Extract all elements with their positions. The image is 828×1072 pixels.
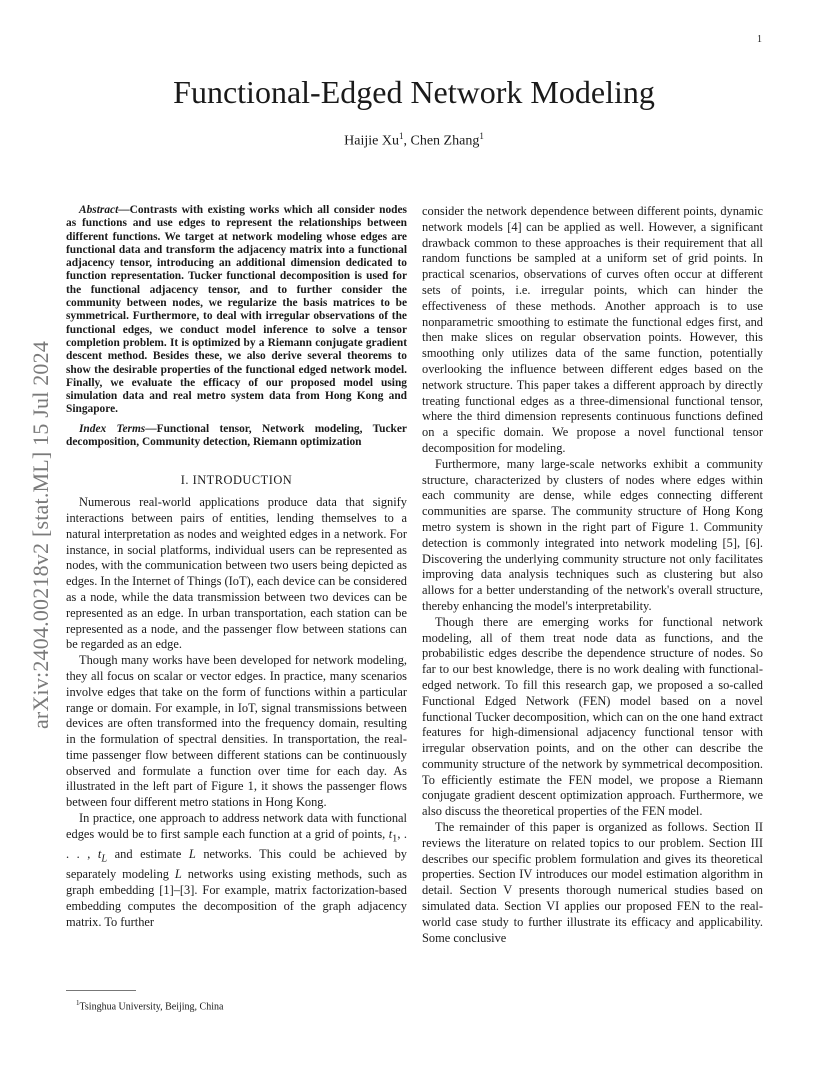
abstract [66,204,407,417]
footnote [76,999,223,1012]
author-affiliation-mark: 1 [479,131,484,141]
right-column [422,204,763,946]
body-paragraph: Numerous real-world applications produce data that signify interactions between pairs of entities, lending themselves to a natural interpretation as nodes and weighted edges in a network. For instance, in social platforms, individual users can be represented as nodes, with the communication between two users being depicted as edges. In the Internet of Things (IoT), each device can be considered as a node, while the data transmission between two devices can be represented as an edge. In urban transportation, each station can be represented as a node, and the passenger flow between stations can be regarded as an edge. [66,495,407,652]
math-symbol: t [388,826,393,841]
body-text: networks using existing methods, such as graph embedding [1]–[3]. For example, matrix factorization-based embedding computes the decomposition of the graph adjacency matrix. To further [66,867,407,929]
section-heading: I. INTRODUCTION [180,473,293,488]
footnote-mark: 1 [76,999,80,1007]
index-terms-label: Index Terms [79,422,146,435]
footnote-divider [66,990,136,991]
author-name: Haijie Xu [344,133,399,149]
paper-title: Functional-Edged Network Modeling [173,74,655,110]
index-terms [66,423,407,450]
math-symbol: t [97,847,102,862]
body-paragraph: The remainder of this paper is organized as follows. Section II reviews the literature on related topics to our problem. Section III describes our specific problem formulation and gives its theoretical properties. Section IV introduces our model estimation algorithm in detail. Section V presents thorough numerical studies based on simulated data. Section VI applies our proposed FEN to the real-world case study to further illustrate its efficacy and applicability. Some conclusive [422,820,763,945]
left-column [66,204,407,931]
index-terms-text: —Functional tensor, Network modeling, Tucker decomposition, Community detection, Riemann optimization [66,422,407,449]
author-name: Chen Zhang [410,133,480,149]
body-paragraph: consider the network dependence between different points, dynamic network models [4] can be applied as well. However, a significant drawback common to these approaches is their requirement that all random functions be sampled at a uniform set of grid points. In practical scenarios, observations of curves often occur at different sets of points, i.e. irregular points, which can hinder the effectiveness of these methods. Another approach is to use nonparametric smoothing to estimate the functional edges first, and then make slices on regular observation points. However, this smoothing only utilizes data of the same function, potentially overlooking the influence between different edges based on the network structure. This paper takes a different approach by directly treating functional edges as a three-dimensional functional tensor, where the third dimension represents continuous functions defined on a specific domain. We propose a novel functional tensor decomposition for modeling. [422,204,763,455]
body-text: , . . . , [66,826,408,862]
abstract-text: —Contrasts with existing works which all consider nodes as functions and use edges to represent the relationships between different functions. We target at network modeling whose edges are functional data and transform the adjacency matrix into a functional adjacency tensor, introducing an additional dimension dedicated to function representation. Tucker functional decomposition is used for the functional adjacency tensor, and to further consider the community between nodes, we regularize the basis matrices to be symmetrical. Furthermore, to deal with irregular observations of the functional edges, we conduct model inference to solve a tensor completion problem. It is optimized by a Riemann conjugate gradient descent method. Besides these, we also derive several theorems to show the desirable properties of the functional edged network model. Finally, we evaluate the efficacy of our proposed model using simulation data and real metro system data from Hong Kong and Singapore. [66,204,407,416]
arxiv-stamp-text: arXiv:2404.00218v2 [stat.ML] 15 Jul 2024 [28,340,53,730]
abstract-label: Abstract [79,204,119,216]
page-number: 1 [757,34,762,45]
math-subscript: 1 [392,833,398,845]
author-separator: , [403,133,411,149]
math-symbol: L [188,847,196,862]
author-line [0,131,828,150]
body-paragraph: Though many works have been developed for network modeling, they all focus on scalar or vector edges. In practice, many scenarios involve edges that take on the form of functions within a particular range or domain. For example, in IoT, signal transmissions between devices are often transformed into the frequency domain, resulting in the formulation of spectral densities. In transportation, the real-time passenger flow between different stations can be continuously observed and formulate a function over time for each day. As illustrated in the left part of Figure 1, it shows the passenger flows between four different metro stations in Hong Kong. [66,653,407,810]
body-text: networks. This could be achieved by separately modeling [66,847,407,882]
author-affiliation-mark: 1 [399,131,404,141]
math-subscript: L [101,853,108,865]
body-text: and estimate [107,847,189,862]
body-text: In practice, one approach to address network data with functional edges would be to first sample each function at a grid of points, [66,811,407,841]
math-symbol: L [174,867,182,882]
body-paragraph: Furthermore, many large-scale networks exhibit a community structure, characterized by clusters of nodes where edges within each community are dense, while edges connecting different communities are sparse. The community structure of Hong Kong metro system is shown in the right part of Figure 1. Community detection is commonly integrated into network modeling [5], [6]. Discovering the underlying community structure not only facilitates improving data analysis techniques such as clustering but also allows for a better understanding of the network's overall structure, thereby enhancing the model's interpretability. [422,456,763,613]
body-paragraph [66,811,407,931]
arxiv-stamp [26,290,56,780]
body-paragraph: Though there are emerging works for functional network modeling, all of them treat node data as functions, and the probabilistic edges describe the dependence structure of nodes. So far to our best knowledge, there is no work dealing with functional-edged network. To fill this research gap, we proposed a so-called Functional Edged Network (FEN) model based on a novel functional Tucker decomposition, which can on the one hand extract features for high-dimensional adjacency functional tensor with irregular observation points, and on the other can describe the community structure of the network by symmetrical decomposition. To efficiently estimate the FEN model, we propose a Riemann conjugate gradient descent optimization approach. Furthermore, we also discuss the theoretical properties of the FEN model. [422,614,763,819]
footnote-text: Tsinghua University, Beijing, China [79,1001,224,1013]
